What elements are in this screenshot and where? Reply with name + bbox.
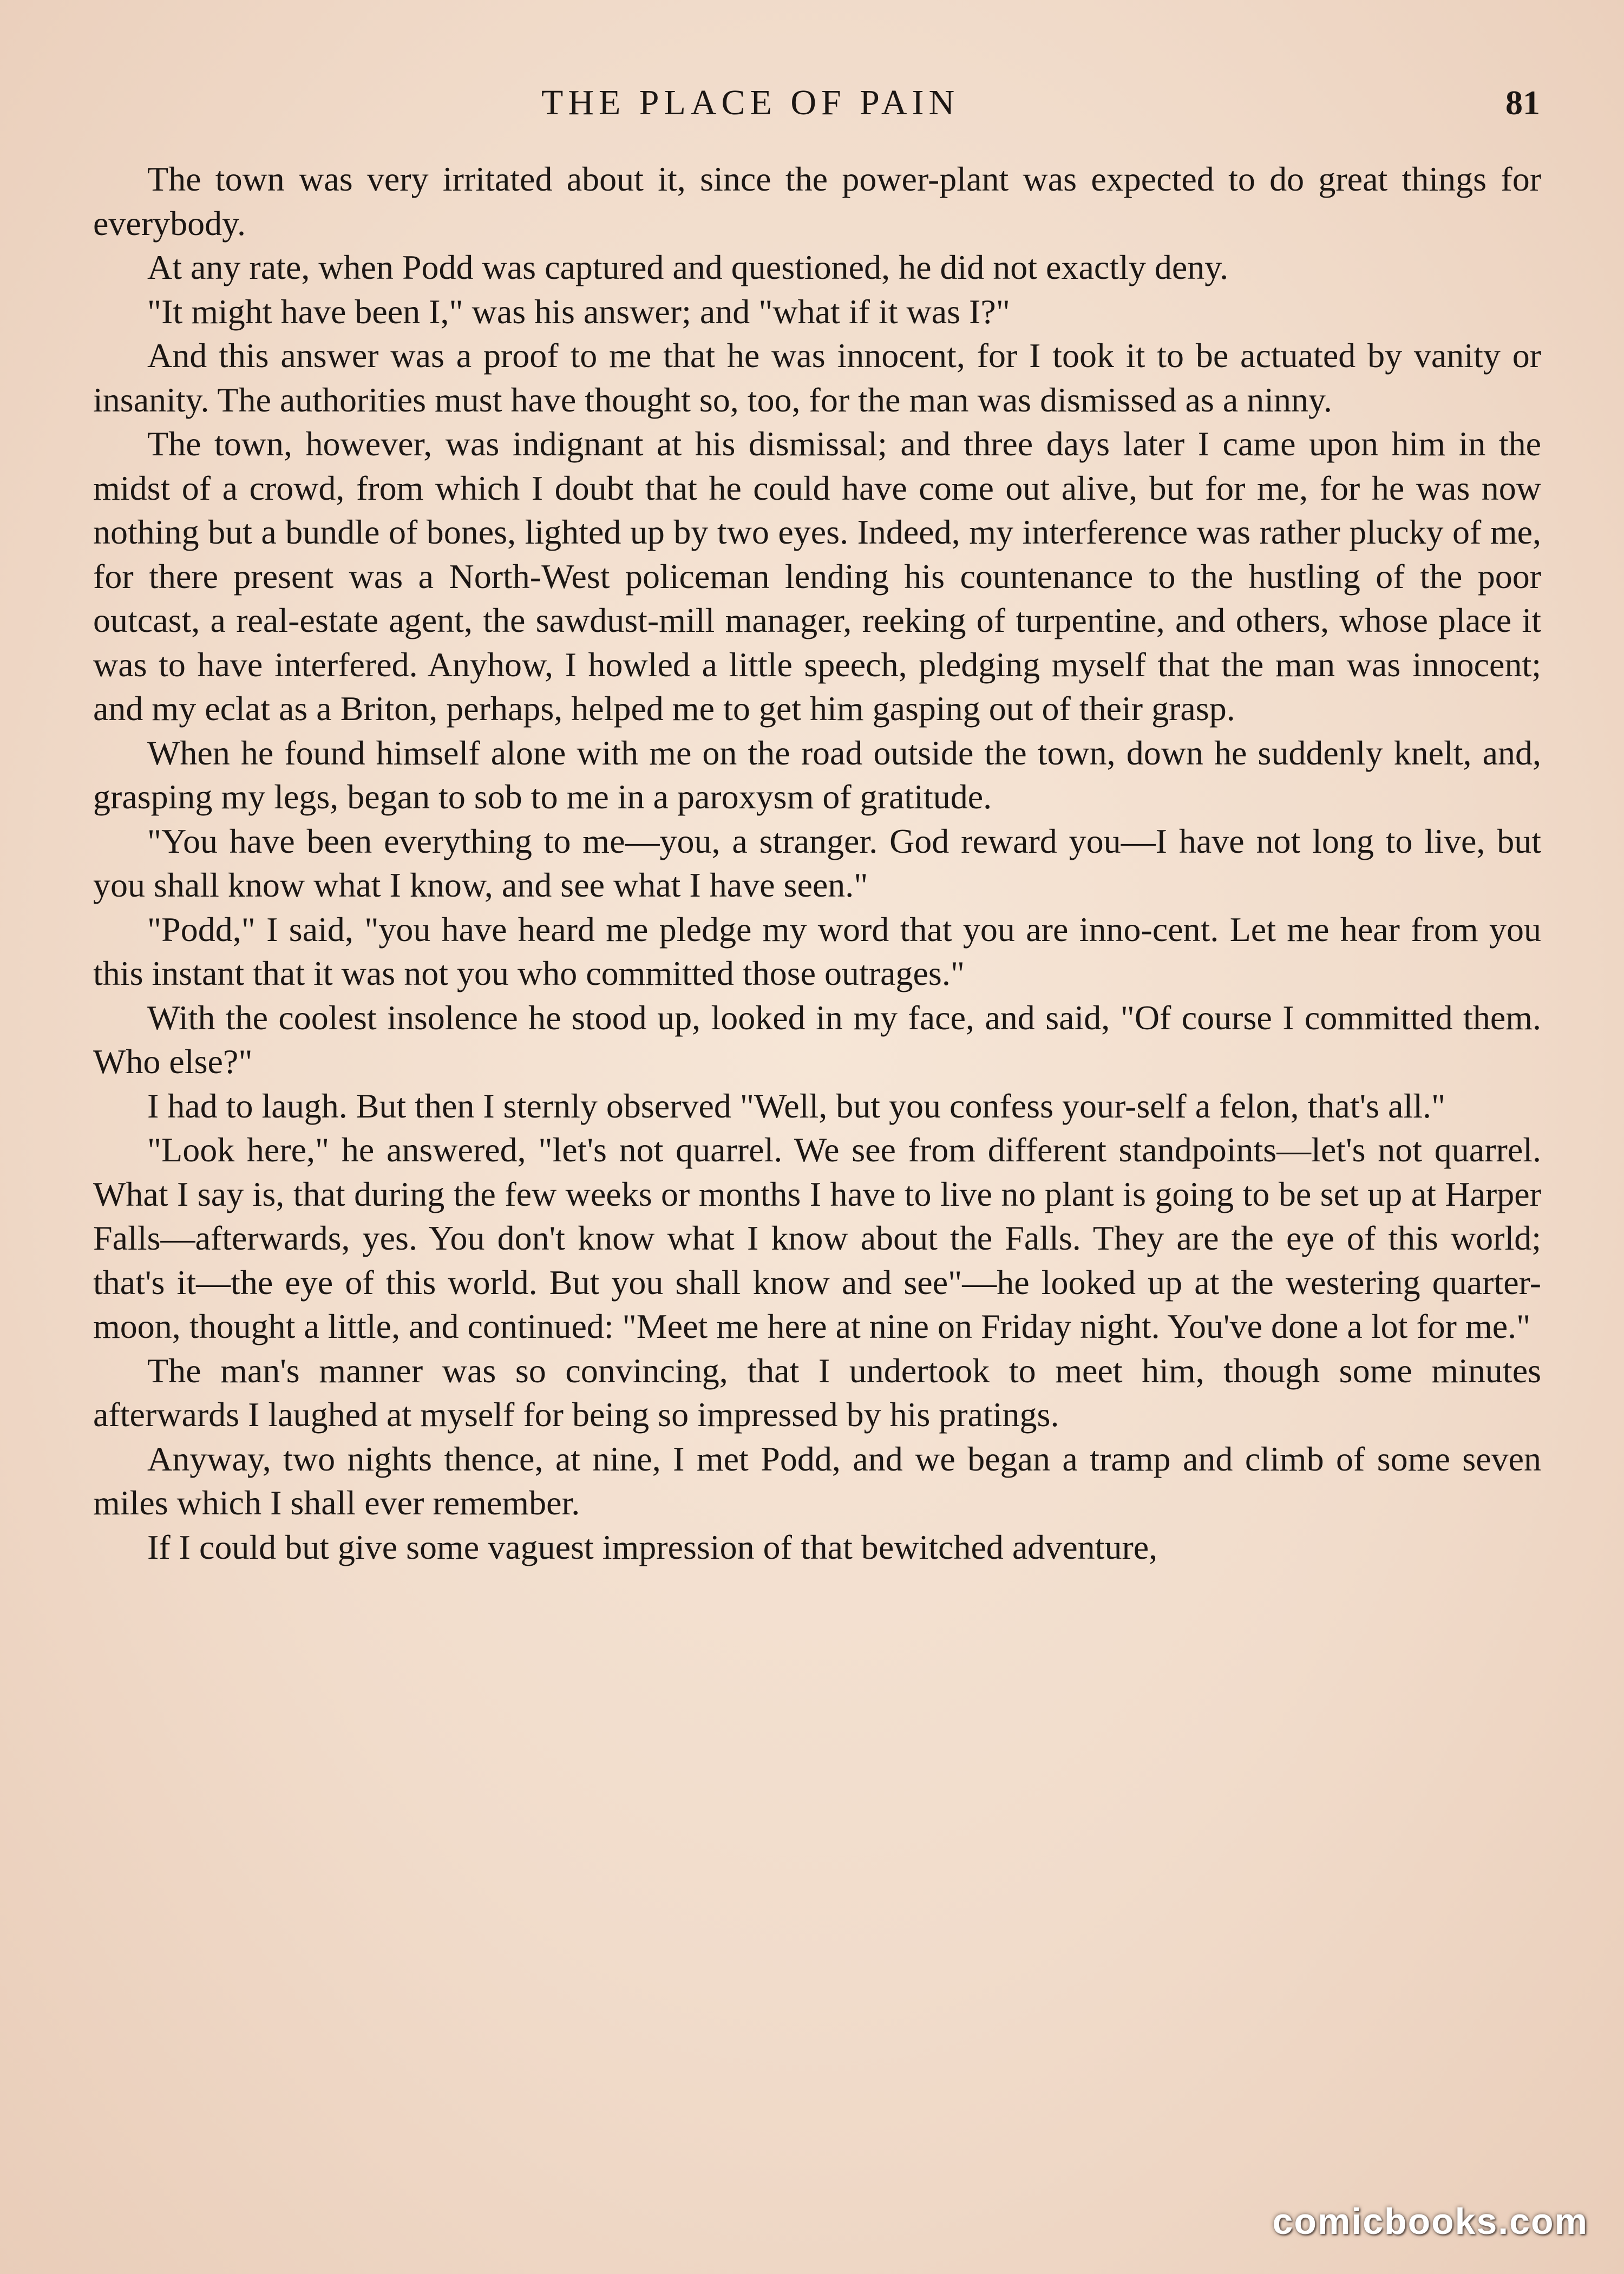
body-text bbox=[93, 157, 1541, 1569]
paragraph: With the coolest insolence he stood up, looked in my face, and said, "Of course I committed them. Who else?" bbox=[93, 998, 1541, 1081]
paragraph: And this answer was a proof to me that he was innocent, for I took it to be actuated by vanity or insanity. The authorities must have thought so, too, for the man was dismissed as a ninny. bbox=[93, 336, 1541, 419]
paragraph: At any rate, when Podd was captured and questioned, he did not exactly deny. bbox=[147, 248, 1229, 286]
paragraph: When he found himself alone with me on the road outside the town, down he suddenly knelt, and, grasping my legs, began to sob to me in a paroxysm of gratitude. bbox=[93, 733, 1541, 816]
paragraph: If I could but give some vaguest impression of that bewitched adventure, bbox=[147, 1527, 1158, 1566]
page-number: 81 bbox=[1505, 83, 1540, 122]
paragraph: Anyway, two nights thence, at nine, I met Podd, and we began a tramp and climb of some seven miles which I shall ever remember. bbox=[93, 1439, 1541, 1522]
paragraph: I had to laugh. But then I sternly observed "Well, but you confess your-self a felon, that's all." bbox=[147, 1086, 1446, 1125]
paragraph: The town, however, was indignant at his dismissal; and three days later I came upon him in the midst of a crowd, from which I doubt that he could have come out alive, but for me, for he was now nothing but a bundle of bones, lighted up by two eyes. Indeed, my interference was rather plucky of me, for there present was a North-West policeman lending his countenance to the hustling of the poor outcast, a real-estate agent, the sawdust-mill manager, reeking of turpentine, and others, whose place it was to have interfered. Anyhow, I howled a little speech, pledging myself that the man was innocent; and my eclat as a Briton, perhaps, helped me to get him gasping out of their grasp. bbox=[93, 424, 1541, 728]
paragraph: The man's manner was so convincing, that I undertook to meet him, though some minutes afterwards I laughed at myself for being so impressed by his pratings. bbox=[93, 1351, 1541, 1434]
page-header bbox=[0, 76, 1624, 130]
running-title: THE PLACE OF PAIN bbox=[541, 83, 960, 122]
paragraph: "It might have been I," was his answer; and "what if it was I?" bbox=[147, 292, 1010, 331]
paragraph: "Look here," he answered, "let's not quarrel. We see from different standpoints—let's not quarrel. What I say is, that during the few weeks or months I have to live no plant is going to be set up at Harper Falls—afterwards, yes. You don't know what I know about the Falls. They are the eye of this world; that's it—the eye of this world. But you shall know and see"—he looked up at the westering quarter-moon, thought a little, and continued: "Meet me here at nine on Friday night. You've done a lot for me." bbox=[93, 1131, 1541, 1345]
paragraph: "You have been everything to me—you, a stranger. God reward you—I have not long to live, but you shall know what I know, and see what I have seen." bbox=[93, 821, 1541, 904]
site-watermark: comicbooks.com bbox=[1272, 2201, 1588, 2242]
paragraph: "Podd," I said, "you have heard me pledge my word that you are inno-cent. Let me hear from you this instant that it was not you who committed those outrages." bbox=[93, 910, 1541, 992]
paragraph: The town was very irritated about it, since the power-plant was expected to do great things for everybody. bbox=[93, 160, 1541, 243]
